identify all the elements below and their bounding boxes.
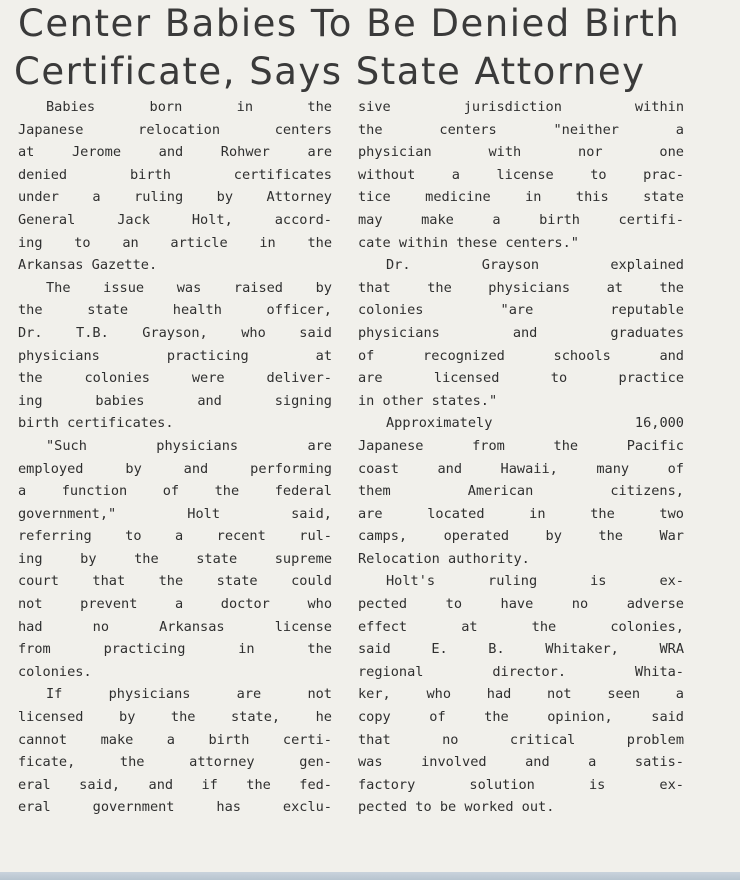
text-line: factory solution is ex- [358,776,684,793]
text-line: pected to be worked out. [358,799,555,816]
text-line: Relocation authority. [358,550,530,567]
text-line: If physicians are not [46,686,332,703]
text-line: Dr. Grayson explained [386,257,684,274]
text-line: in other states." [358,392,498,409]
text-line: Holt's ruling is ex- [386,573,684,590]
text-line: employed by and performing [18,460,332,477]
text-line: not prevent a doctor who [18,596,332,613]
text-line: physician with nor one [358,144,684,161]
text-line: are located in the two [358,505,684,522]
text-line: birth certificates. [18,415,174,432]
text-line: Dr. T.B. Grayson, who said [18,324,332,341]
text-line: government," Holt said, [18,505,332,522]
text-line: from practicing in the [18,641,332,658]
text-line: ing by the state supreme [18,550,332,567]
text-line: of recognized schools and [358,347,684,364]
text-line: ing babies and signing [18,392,332,409]
text-line: at Jerome and Rohwer are [18,144,332,161]
text-line: copy of the opinion, said [358,709,684,726]
text-line: regional director. Whita- [358,663,684,680]
text-line: had no Arkansas license [18,618,332,635]
text-line: ficate, the attorney gen- [18,754,332,771]
text-line: said E. B. Whitaker, WRA [358,641,684,658]
text-line: tice medicine in this state [358,189,684,206]
text-line: Japanese relocation centers [18,121,332,138]
text-line: court that the state could [18,573,332,590]
text-line: colonies. [18,663,92,680]
text-line: Arkansas Gazette. [18,257,158,274]
text-line: licensed by the state, he [18,709,332,726]
text-line: without a license to prac- [358,166,684,183]
text-line: are licensed to practice [358,370,684,387]
text-line: cate within these centers." [358,234,579,251]
text-line: sive jurisdiction within [358,99,684,115]
text-line: referring to a recent rul- [18,528,332,545]
article-column-left [18,96,332,819]
text-line: ker, who had not seen a [358,686,684,703]
text-line: coast and Hawaii, many of [358,460,684,477]
text-line: a function of the federal [18,483,332,500]
text-line: that the physicians at the [358,279,684,296]
window-bottom-edge [0,872,740,880]
text-line: under a ruling by Attorney [18,189,332,206]
text-line: ing to an article in the [18,234,332,251]
text-line: The issue was raised by [46,279,332,296]
text-line: the centers "neither a [358,121,684,138]
text-line: cannot make a birth certi- [18,731,332,748]
text-line: may make a birth certifi- [358,211,684,228]
text-line: Approximately 16,000 [386,415,684,432]
text-line: the colonies were deliver- [18,370,332,387]
headline-line-1: Center Babies To Be Denied Birth [18,2,681,45]
text-line: pected to have no adverse [358,596,684,613]
text-line: denied birth certificates [18,166,332,183]
text-line: physicians practicing at [18,347,332,364]
text-line: that no critical problem [358,731,684,748]
text-line: was involved and a satis- [358,754,684,771]
text-line: physicians and graduates [358,324,684,341]
text-line: eral government has exclu- [18,799,332,816]
text-line: camps, operated by the War [358,528,684,545]
text-line: the state health officer, [18,302,332,319]
headline-line-2: Certificate, Says State Attorney [14,50,646,93]
article-column-right [358,96,684,819]
text-line: General Jack Holt, accord- [18,211,332,228]
text-line: effect at the colonies, [358,618,684,635]
text-line: Babies born in the [46,99,332,115]
text-line: "Such physicians are [46,437,332,454]
text-line: colonies "are reputable [358,302,684,319]
text-line: eral said, and if the fed- [18,776,332,793]
text-line: them American citizens, [358,483,684,500]
text-line: Japanese from the Pacific [358,437,684,454]
